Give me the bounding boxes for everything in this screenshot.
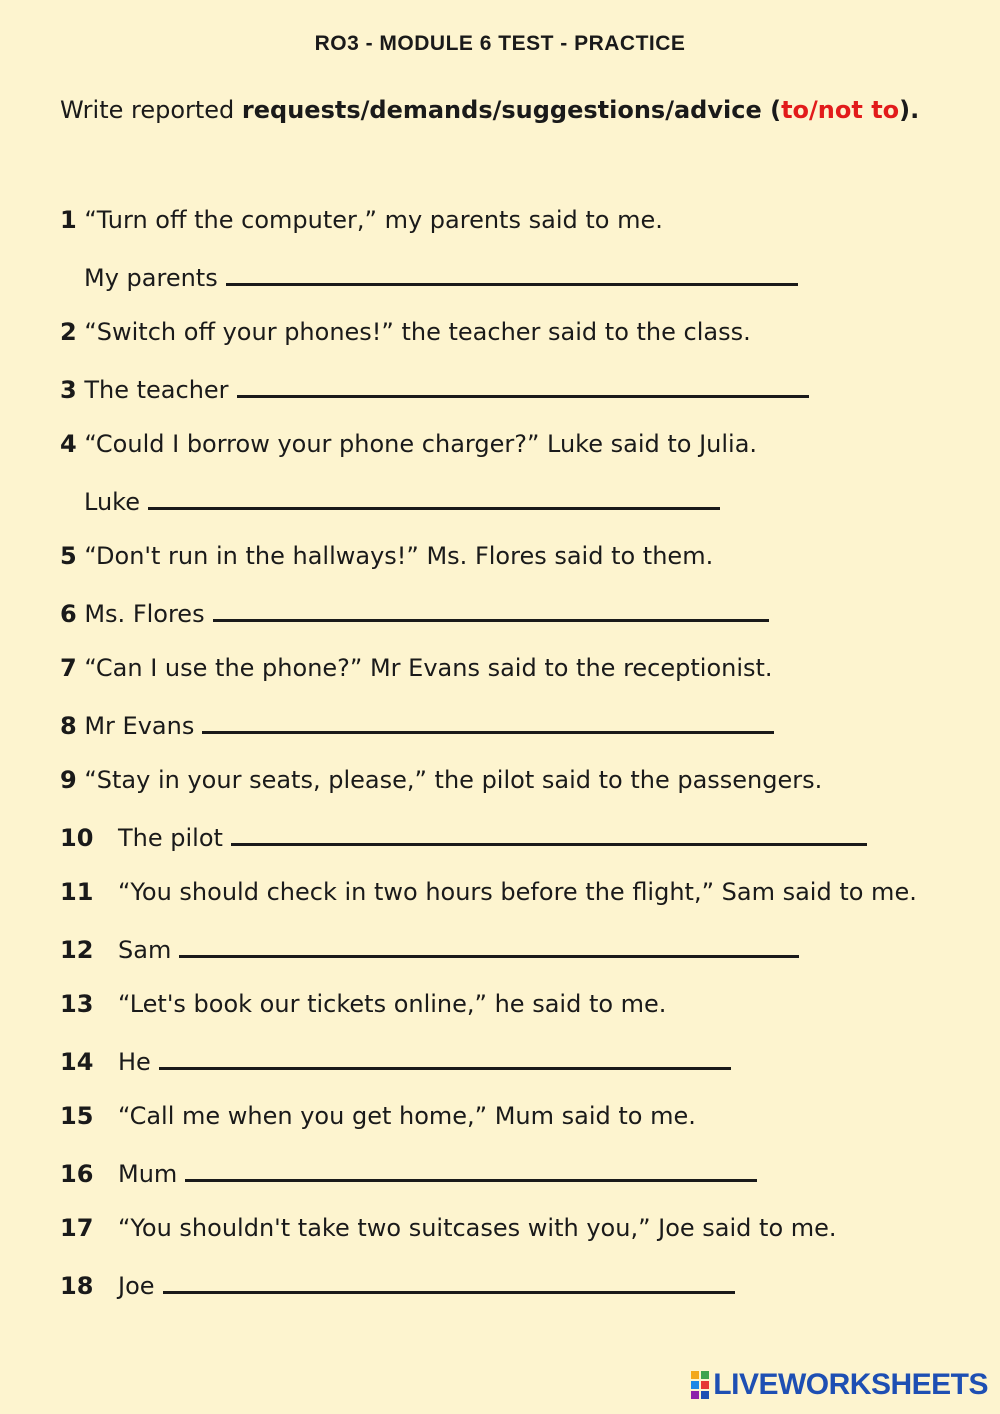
liveworksheets-logo[interactable]: [691, 1368, 988, 1402]
answer-subject: My parents: [84, 264, 218, 292]
answer-line-8: [60, 707, 774, 741]
answer-line-12: [60, 931, 799, 965]
item-prompt: “Switch off your phones!” the teacher said to the class.: [84, 318, 751, 346]
answer-line-10: [60, 819, 867, 853]
exercise-line-17: [60, 1211, 837, 1245]
answer-line-1: [84, 259, 798, 293]
item-number: 17: [60, 1214, 94, 1242]
instructions-types: requests/demands/suggestions/advice: [241, 96, 762, 124]
exercise-line-2: [60, 315, 751, 349]
instructions-to-not-to: to/not to: [781, 96, 900, 124]
item-prompt: “Let's book our tickets online,” he said to me.: [118, 990, 667, 1018]
item-prompt: “Stay in your seats, please,” the pilot said to the passengers.: [84, 766, 823, 794]
item-number: 12: [60, 936, 94, 964]
item-number: 10: [60, 824, 94, 852]
answer-subject: Sam: [118, 936, 172, 964]
answer-blank[interactable]: [202, 707, 774, 734]
answer-blank[interactable]: [185, 1155, 757, 1182]
item-prompt: “Turn off the computer,” my parents said to me.: [84, 206, 663, 234]
exercise-line-4: [60, 427, 757, 461]
item-number: 3: [60, 376, 77, 404]
answer-blank[interactable]: [159, 1043, 731, 1070]
instructions-prefix: Write reported: [60, 96, 242, 124]
item-number: 9: [60, 766, 77, 794]
answer-blank[interactable]: [231, 819, 867, 846]
instructions-open: (: [761, 96, 782, 124]
item-number: 7: [60, 654, 77, 682]
exercise-line-1: [60, 203, 663, 237]
item-number: 8: [60, 712, 77, 740]
answer-line-16: [60, 1155, 757, 1189]
item-prompt: “You should check in two hours before the flight,” Sam said to me.: [118, 878, 917, 906]
item-number: 15: [60, 1102, 94, 1130]
answer-line-18: [60, 1267, 735, 1301]
answer-line-4: [84, 483, 720, 517]
answer-blank[interactable]: [163, 1267, 735, 1294]
answer-subject: Joe: [118, 1272, 155, 1300]
answer-subject: He: [118, 1048, 151, 1076]
item-number: 4: [60, 430, 77, 458]
answer-subject: Mr Evans: [84, 712, 195, 740]
instructions-close: ).: [899, 96, 920, 124]
answer-subject: Ms. Flores: [84, 600, 205, 628]
logo-grid-icon: [691, 1371, 709, 1399]
answer-subject: Mum: [118, 1160, 178, 1188]
item-prompt: “Can I use the phone?” Mr Evans said to the receptionist.: [84, 654, 773, 682]
instructions: [60, 96, 919, 124]
item-prompt: “Don't run in the hallways!” Ms. Flores said to them.: [84, 542, 714, 570]
item-number: 2: [60, 318, 77, 346]
item-number: 6: [60, 600, 77, 628]
item-prompt: “Could I borrow your phone charger?” Luke said to Julia.: [84, 430, 758, 458]
exercise-line-15: [60, 1099, 696, 1133]
page-title: RO3 - MODULE 6 TEST - PRACTICE: [314, 32, 686, 55]
answer-blank[interactable]: [213, 595, 769, 622]
answer-blank[interactable]: [148, 483, 720, 510]
exercise-line-7: [60, 651, 773, 685]
item-number: 11: [60, 878, 94, 906]
item-prompt: “Call me when you get home,” Mum said to me.: [118, 1102, 696, 1130]
item-number: 14: [60, 1048, 94, 1076]
exercise-line-5: [60, 539, 713, 573]
answer-line-3: [60, 371, 809, 405]
item-number: 13: [60, 990, 94, 1018]
item-number: 5: [60, 542, 77, 570]
answer-subject: Luke: [84, 488, 140, 516]
exercise-line-9: [60, 763, 822, 797]
answer-subject: The teacher: [84, 376, 229, 404]
answer-subject: The pilot: [118, 824, 223, 852]
answer-blank[interactable]: [179, 931, 799, 958]
answer-blank[interactable]: [237, 371, 809, 398]
answer-line-6: [60, 595, 769, 629]
item-number: 1: [60, 206, 77, 234]
answer-line-14: [60, 1043, 731, 1077]
logo-text: LIVEWORKSHEETS: [713, 1368, 988, 1401]
item-number: 18: [60, 1272, 94, 1300]
answer-blank[interactable]: [226, 259, 798, 286]
item-prompt: “You shouldn't take two suitcases with you,” Joe said to me.: [118, 1214, 837, 1242]
exercise-line-11: [60, 875, 917, 909]
item-number: 16: [60, 1160, 94, 1188]
exercise-line-13: [60, 987, 666, 1021]
